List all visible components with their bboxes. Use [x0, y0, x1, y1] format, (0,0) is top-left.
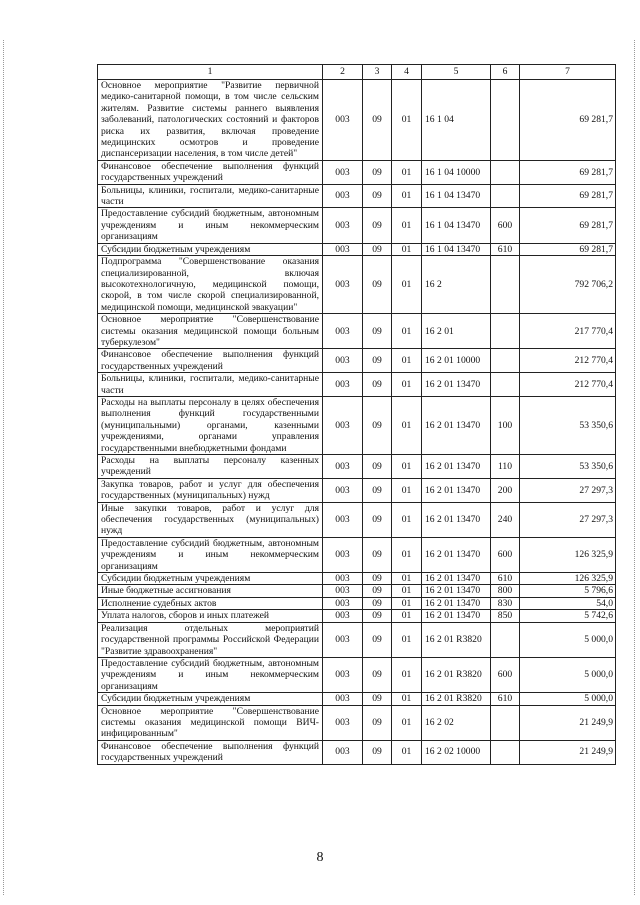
- grbs-code-cell: 003: [323, 160, 363, 184]
- expense-type-cell: [491, 80, 520, 161]
- row-name-cell: Расходы на выплаты персоналу в целях обеспечения выполнения функций государственными (муниципальными) органами, казенными учреждениями, органами управления государственными внебюджетными фондами: [98, 396, 323, 454]
- row-name-cell: Финансовое обеспечение выполнения функций государственных учреждений: [98, 349, 323, 373]
- target-article-cell: 16 1 04 13470: [422, 184, 491, 208]
- amount-cell: 217 770,4: [520, 314, 616, 349]
- grbs-code-cell: 003: [323, 314, 363, 349]
- row-name-cell: Уплата налогов, сборов и иных платежей: [98, 610, 323, 622]
- expense-type-cell: [491, 740, 520, 764]
- amount-cell: 69 281,7: [520, 208, 616, 243]
- section-code-cell: 09: [363, 396, 392, 454]
- subsection-code-cell: 01: [392, 80, 422, 161]
- section-code-cell: 09: [363, 455, 392, 479]
- row-name-cell: Финансовое обеспечение выполнения функций государственных учреждений: [98, 740, 323, 764]
- row-name-cell: Субсидии бюджетным учреждениям: [98, 693, 323, 705]
- target-article-cell: 16 2 01 13470: [422, 597, 491, 609]
- amount-cell: 5 000,0: [520, 693, 616, 705]
- expense-type-cell: 600: [491, 208, 520, 243]
- subsection-code-cell: 01: [392, 478, 422, 502]
- section-code-cell: 09: [363, 705, 392, 740]
- target-article-cell: 16 2 02 10000: [422, 740, 491, 764]
- section-code-cell: 09: [363, 585, 392, 597]
- target-article-cell: 16 2 01: [422, 314, 491, 349]
- target-article-cell: 16 2 01 R3820: [422, 657, 491, 692]
- target-article-cell: 16 2 01 R3820: [422, 622, 491, 657]
- section-code-cell: 09: [363, 314, 392, 349]
- target-article-cell: 16 2 01 13470: [422, 573, 491, 585]
- table-row: [98, 373, 616, 397]
- subsection-code-cell: 01: [392, 256, 422, 314]
- grbs-code-cell: 003: [323, 693, 363, 705]
- budget-table: [97, 64, 616, 765]
- subsection-code-cell: 01: [392, 597, 422, 609]
- table-row: [98, 455, 616, 479]
- subsection-code-cell: 01: [392, 740, 422, 764]
- amount-cell: 5 000,0: [520, 657, 616, 692]
- expense-type-cell: 100: [491, 396, 520, 454]
- row-name-cell: Больницы, клиники, госпитали, медико-санитарные части: [98, 184, 323, 208]
- grbs-code-cell: 003: [323, 184, 363, 208]
- table-row: [98, 585, 616, 597]
- subsection-code-cell: 01: [392, 396, 422, 454]
- grbs-code-cell: 003: [323, 573, 363, 585]
- expense-type-cell: 610: [491, 243, 520, 255]
- expense-type-cell: [491, 373, 520, 397]
- expense-type-cell: 240: [491, 502, 520, 537]
- section-code-cell: 09: [363, 502, 392, 537]
- section-code-cell: 09: [363, 537, 392, 572]
- subsection-code-cell: 01: [392, 208, 422, 243]
- section-code-cell: 09: [363, 349, 392, 373]
- target-article-cell: 16 2 01 10000: [422, 349, 491, 373]
- subsection-code-cell: 01: [392, 314, 422, 349]
- expense-type-cell: [491, 184, 520, 208]
- expense-type-cell: [491, 705, 520, 740]
- table-row: [98, 478, 616, 502]
- header-cell: 3: [363, 65, 392, 80]
- section-code-cell: 09: [363, 597, 392, 609]
- grbs-code-cell: 003: [323, 80, 363, 161]
- subsection-code-cell: 01: [392, 705, 422, 740]
- amount-cell: 21 249,9: [520, 740, 616, 764]
- expense-type-cell: [491, 256, 520, 314]
- scan-edge-left: [3, 40, 4, 895]
- table-row: [98, 502, 616, 537]
- amount-cell: 54,0: [520, 597, 616, 609]
- header-cell: 2: [323, 65, 363, 80]
- target-article-cell: 16 2 01 R3820: [422, 693, 491, 705]
- amount-cell: 212 770,4: [520, 349, 616, 373]
- table-row: [98, 740, 616, 764]
- row-name-cell: Предоставление субсидий бюджетным, автономным учреждениям и иным некоммерческим организациям: [98, 537, 323, 572]
- table-row: [98, 705, 616, 740]
- table-row: [98, 610, 616, 622]
- subsection-code-cell: 01: [392, 657, 422, 692]
- target-article-cell: 16 1 04 10000: [422, 160, 491, 184]
- grbs-code-cell: 003: [323, 208, 363, 243]
- amount-cell: 69 281,7: [520, 160, 616, 184]
- section-code-cell: 09: [363, 243, 392, 255]
- expense-type-cell: 800: [491, 585, 520, 597]
- table-body: [98, 65, 616, 765]
- section-code-cell: 09: [363, 478, 392, 502]
- table-row: [98, 693, 616, 705]
- grbs-code-cell: 003: [323, 373, 363, 397]
- table-header-row: [98, 65, 616, 80]
- amount-cell: 126 325,9: [520, 573, 616, 585]
- section-code-cell: 09: [363, 373, 392, 397]
- section-code-cell: 09: [363, 740, 392, 764]
- subsection-code-cell: 01: [392, 693, 422, 705]
- subsection-code-cell: 01: [392, 349, 422, 373]
- table-row: [98, 80, 616, 161]
- target-article-cell: 16 2: [422, 256, 491, 314]
- target-article-cell: 16 2 01 13470: [422, 610, 491, 622]
- row-name-cell: Субсидии бюджетным учреждениям: [98, 573, 323, 585]
- subsection-code-cell: 01: [392, 455, 422, 479]
- subsection-code-cell: 01: [392, 537, 422, 572]
- grbs-code-cell: 003: [323, 610, 363, 622]
- subsection-code-cell: 01: [392, 373, 422, 397]
- scan-edge-right: [634, 40, 635, 895]
- header-cell: 4: [392, 65, 422, 80]
- expense-type-cell: [491, 622, 520, 657]
- row-name-cell: Закупка товаров, работ и услуг для обеспечения государственных (муниципальных) нужд: [98, 478, 323, 502]
- section-code-cell: 09: [363, 657, 392, 692]
- amount-cell: 27 297,3: [520, 478, 616, 502]
- amount-cell: 5 796,6: [520, 585, 616, 597]
- row-name-cell: Предоставление субсидий бюджетным, автономным учреждениям и иным некоммерческим организациям: [98, 208, 323, 243]
- target-article-cell: 16 2 01 13470: [422, 373, 491, 397]
- grbs-code-cell: 003: [323, 657, 363, 692]
- expense-type-cell: [491, 349, 520, 373]
- expense-type-cell: 830: [491, 597, 520, 609]
- table-row: [98, 314, 616, 349]
- table-row: [98, 573, 616, 585]
- grbs-code-cell: 003: [323, 349, 363, 373]
- table-row: [98, 184, 616, 208]
- row-name-cell: Основное мероприятие "Развитие первичной медико-санитарной помощи, в том числе сельским жителям. Развитие системы раннего выявления заболеваний, патологических состояний и факторов риска их развития, включая проведение медицинских осмотров и проведение диспансеризации населения, в том числе детей": [98, 80, 323, 161]
- grbs-code-cell: 003: [323, 585, 363, 597]
- expense-type-cell: 600: [491, 537, 520, 572]
- amount-cell: 21 249,9: [520, 705, 616, 740]
- row-name-cell: Предоставление субсидий бюджетным, автономным учреждениям и иным некоммерческим организациям: [98, 657, 323, 692]
- page-number: 8: [316, 850, 324, 865]
- grbs-code-cell: 003: [323, 455, 363, 479]
- target-article-cell: 16 2 01 13470: [422, 478, 491, 502]
- target-article-cell: 16 2 01 13470: [422, 396, 491, 454]
- grbs-code-cell: 003: [323, 502, 363, 537]
- subsection-code-cell: 01: [392, 184, 422, 208]
- subsection-code-cell: 01: [392, 610, 422, 622]
- target-article-cell: 16 2 01 13470: [422, 502, 491, 537]
- subsection-code-cell: 01: [392, 585, 422, 597]
- subsection-code-cell: 01: [392, 243, 422, 255]
- header-cell: 5: [422, 65, 491, 80]
- amount-cell: 792 706,2: [520, 256, 616, 314]
- amount-cell: 27 297,3: [520, 502, 616, 537]
- header-cell: 6: [491, 65, 520, 80]
- row-name-cell: Иные бюджетные ассигнования: [98, 585, 323, 597]
- grbs-code-cell: 003: [323, 537, 363, 572]
- section-code-cell: 09: [363, 693, 392, 705]
- table-row: [98, 657, 616, 692]
- grbs-code-cell: 003: [323, 396, 363, 454]
- grbs-code-cell: 003: [323, 597, 363, 609]
- table-row: [98, 349, 616, 373]
- grbs-code-cell: 003: [323, 478, 363, 502]
- row-name-cell: Подпрограмма "Совершенствование оказания специализированной, включая высокотехнологичную, медицинской помощи, скорой, в том числе скорой специализированной, медицинской помощи, медицинской эвакуации": [98, 256, 323, 314]
- target-article-cell: 16 1 04 13470: [422, 243, 491, 255]
- grbs-code-cell: 003: [323, 622, 363, 657]
- table-row: [98, 256, 616, 314]
- target-article-cell: 16 2 01 13470: [422, 585, 491, 597]
- section-code-cell: 09: [363, 80, 392, 161]
- target-article-cell: 16 1 04 13470: [422, 208, 491, 243]
- section-code-cell: 09: [363, 208, 392, 243]
- expense-type-cell: [491, 160, 520, 184]
- row-name-cell: Основное мероприятие "Совершенствование системы оказания медицинской помощи ВИЧ-инфицированным": [98, 705, 323, 740]
- subsection-code-cell: 01: [392, 502, 422, 537]
- table-row: [98, 243, 616, 255]
- row-name-cell: Расходы на выплаты персоналу казенных учреждений: [98, 455, 323, 479]
- table-row: [98, 537, 616, 572]
- subsection-code-cell: 01: [392, 160, 422, 184]
- target-article-cell: 16 2 01 13470: [422, 455, 491, 479]
- section-code-cell: 09: [363, 622, 392, 657]
- table-row: [98, 208, 616, 243]
- expense-type-cell: 850: [491, 610, 520, 622]
- table-row: [98, 396, 616, 454]
- grbs-code-cell: 003: [323, 243, 363, 255]
- row-name-cell: Исполнение судебных актов: [98, 597, 323, 609]
- row-name-cell: Реализация отдельных мероприятий государственной программы Российской Федерации "Развитие здравоохранения": [98, 622, 323, 657]
- section-code-cell: 09: [363, 256, 392, 314]
- section-code-cell: 09: [363, 610, 392, 622]
- amount-cell: 5 742,6: [520, 610, 616, 622]
- amount-cell: 5 000,0: [520, 622, 616, 657]
- expense-type-cell: 610: [491, 693, 520, 705]
- table-row: [98, 597, 616, 609]
- amount-cell: 212 770,4: [520, 373, 616, 397]
- amount-cell: 53 350,6: [520, 396, 616, 454]
- expense-type-cell: 610: [491, 573, 520, 585]
- amount-cell: 69 281,7: [520, 184, 616, 208]
- target-article-cell: 16 1 04: [422, 80, 491, 161]
- expense-type-cell: 600: [491, 657, 520, 692]
- expense-type-cell: [491, 314, 520, 349]
- row-name-cell: Основное мероприятие "Совершенствование системы оказания медицинской помощи больным туберкулезом": [98, 314, 323, 349]
- row-name-cell: Иные закупки товаров, работ и услуг для обеспечения государственных (муниципальных) нужд: [98, 502, 323, 537]
- row-name-cell: Больницы, клиники, госпитали, медико-санитарные части: [98, 373, 323, 397]
- expense-type-cell: 200: [491, 478, 520, 502]
- header-cell: 7: [520, 65, 616, 80]
- grbs-code-cell: 003: [323, 740, 363, 764]
- section-code-cell: 09: [363, 573, 392, 585]
- row-name-cell: Финансовое обеспечение выполнения функций государственных учреждений: [98, 160, 323, 184]
- amount-cell: 53 350,6: [520, 455, 616, 479]
- row-name-cell: Субсидии бюджетным учреждениям: [98, 243, 323, 255]
- grbs-code-cell: 003: [323, 256, 363, 314]
- target-article-cell: 16 2 01 13470: [422, 537, 491, 572]
- target-article-cell: 16 2 02: [422, 705, 491, 740]
- expense-type-cell: 110: [491, 455, 520, 479]
- subsection-code-cell: 01: [392, 573, 422, 585]
- table-row: [98, 622, 616, 657]
- amount-cell: 69 281,7: [520, 80, 616, 161]
- amount-cell: 69 281,7: [520, 243, 616, 255]
- amount-cell: 126 325,9: [520, 537, 616, 572]
- section-code-cell: 09: [363, 184, 392, 208]
- grbs-code-cell: 003: [323, 705, 363, 740]
- header-cell: 1: [98, 65, 323, 80]
- section-code-cell: 09: [363, 160, 392, 184]
- table-row: [98, 160, 616, 184]
- subsection-code-cell: 01: [392, 622, 422, 657]
